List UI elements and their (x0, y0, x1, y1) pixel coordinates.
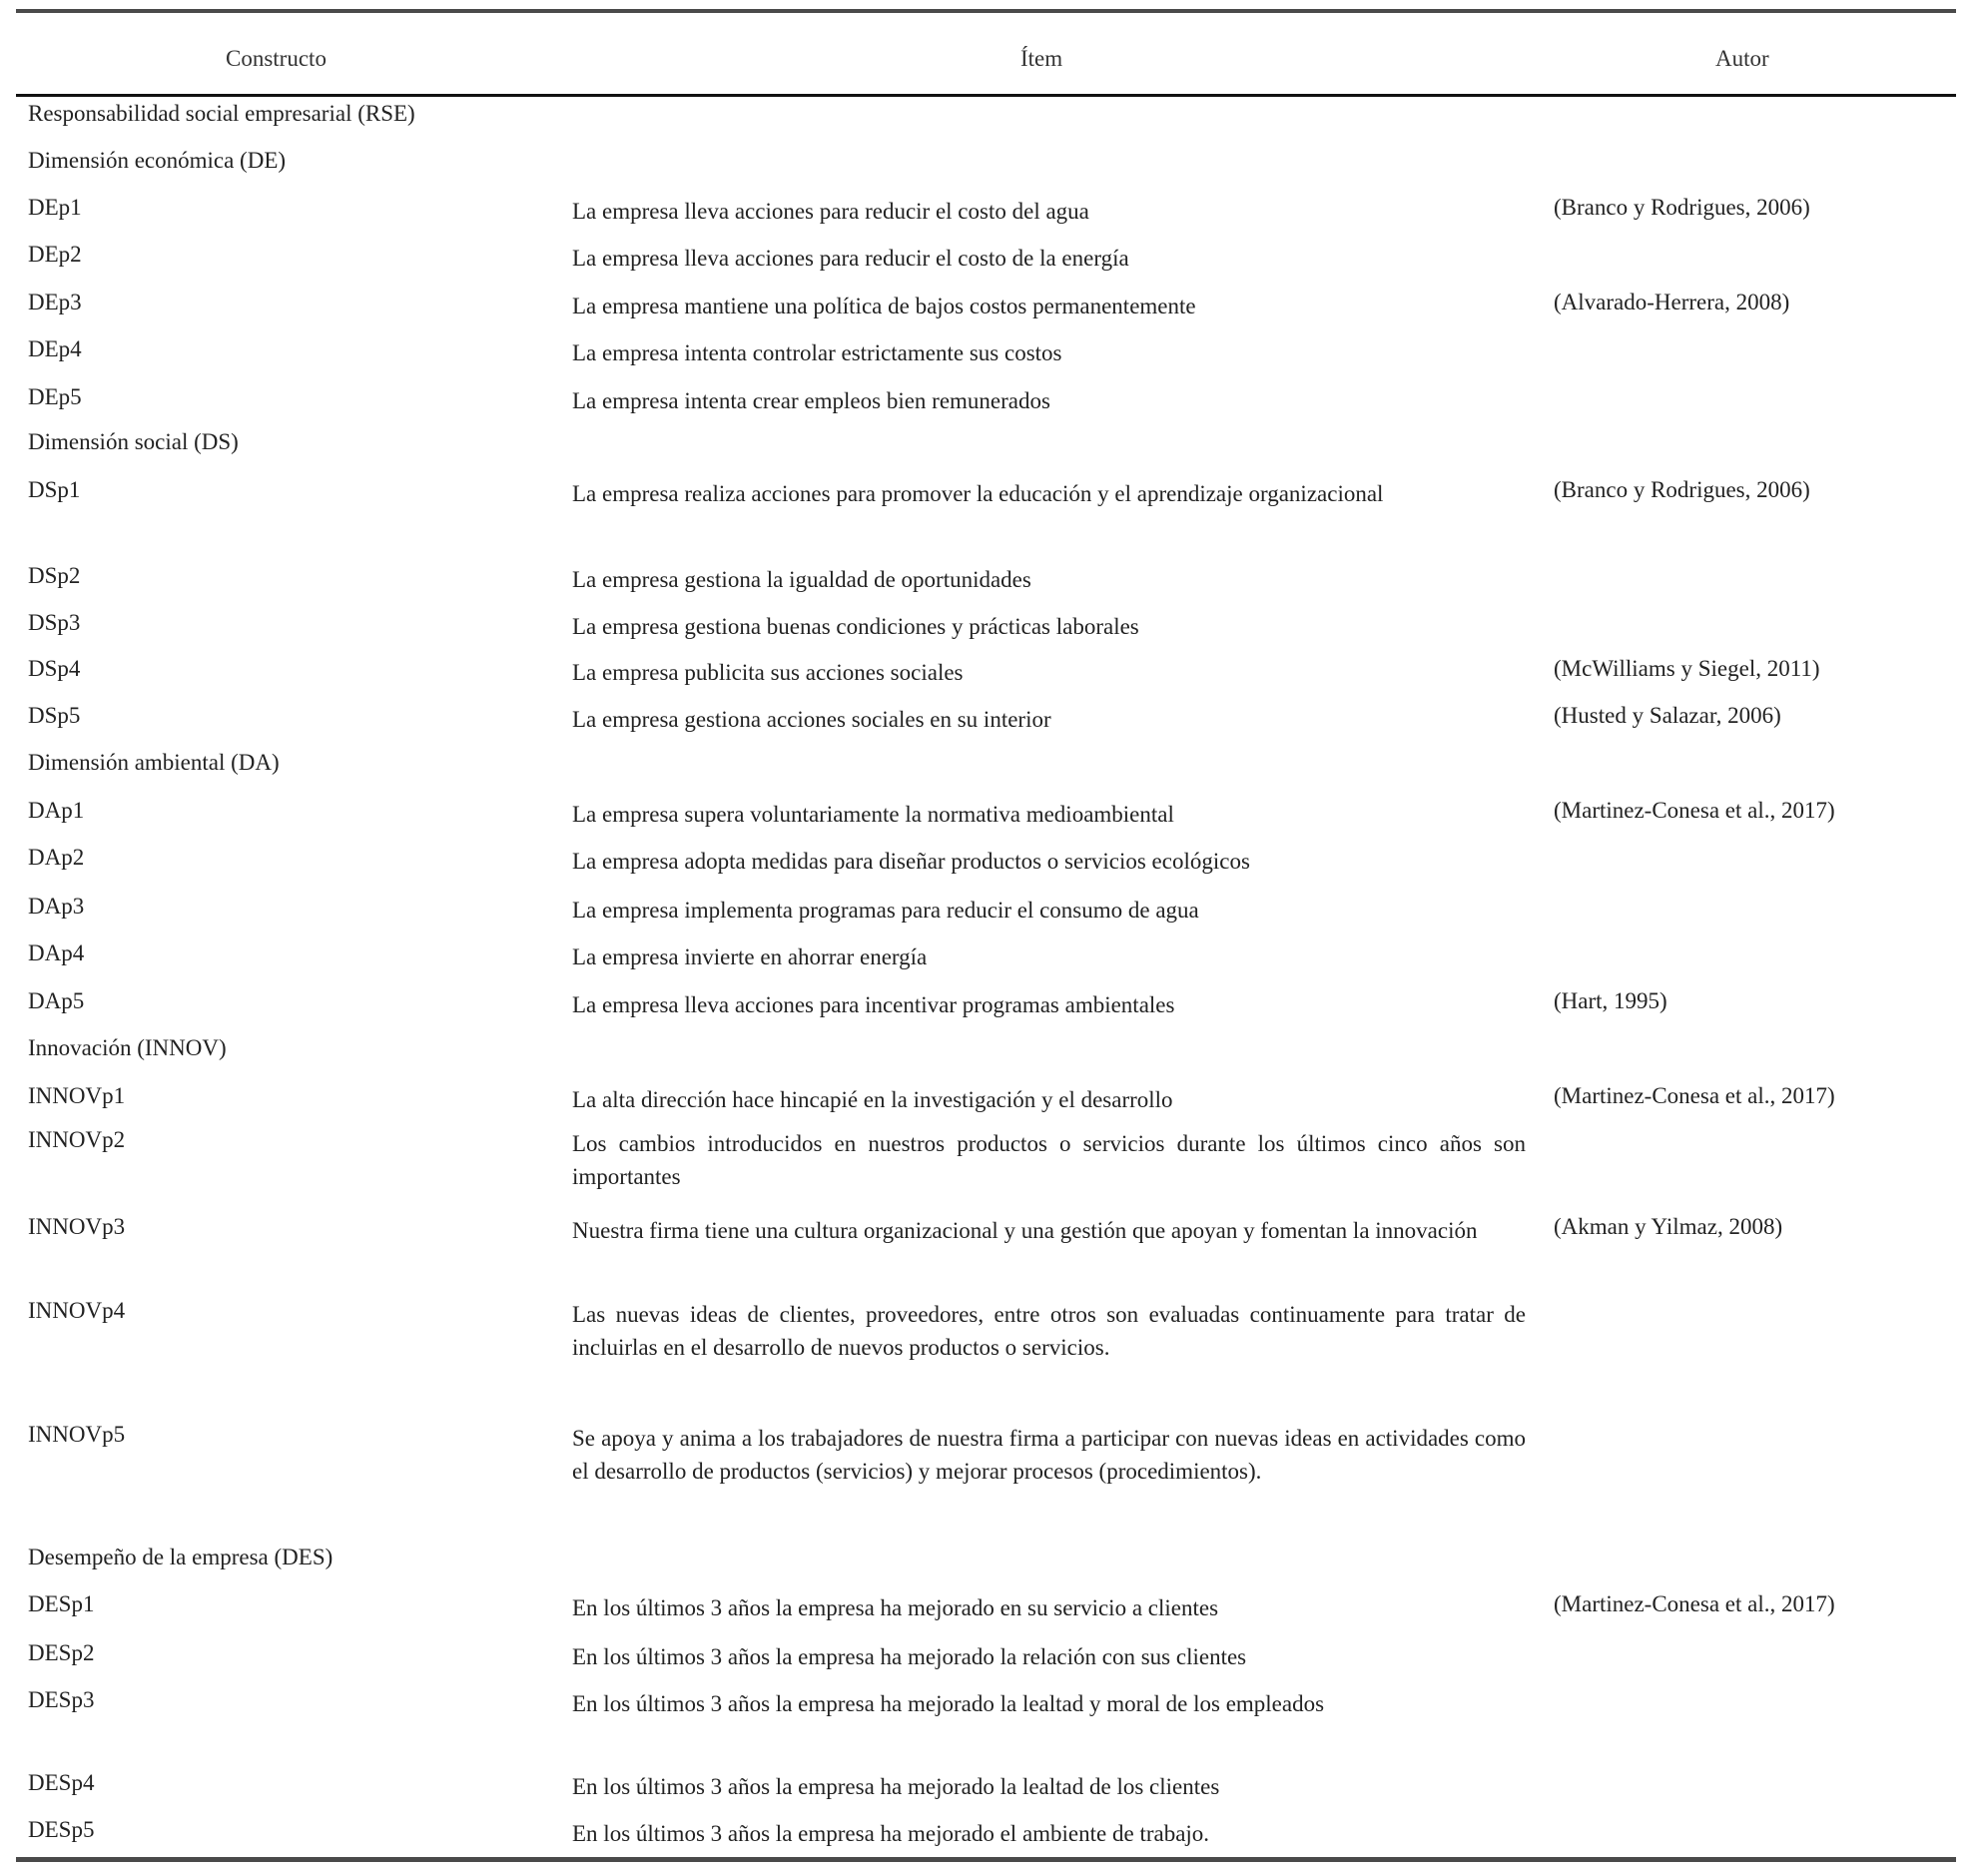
item-code: DSp3 (28, 610, 81, 635)
table-top-rule (16, 9, 1956, 13)
item-author: (Hart, 1995) (1554, 988, 1667, 1013)
item-text: En los últimos 3 años la empresa ha mejorado la lealtad de los clientes (572, 1774, 1220, 1799)
item-code: DEp1 (28, 195, 82, 220)
item-text: La empresa intenta crear empleos bien remunerados (572, 388, 1050, 413)
item-text: La empresa supera voluntariamente la normativa medioambiental (572, 802, 1174, 827)
item-text: La empresa realiza acciones para promover la educación y el aprendizaje organizacional (572, 481, 1384, 506)
item-text: La empresa gestiona buenas condiciones y prácticas laborales (572, 614, 1139, 639)
item-code: DAp5 (28, 988, 85, 1013)
item-code: DESp2 (28, 1640, 95, 1665)
item-text: La empresa mantiene una política de bajos costos permanentemente (572, 294, 1196, 318)
section-label: Dimensión social (DS) (28, 429, 239, 454)
item-code: INNOVp5 (28, 1422, 126, 1447)
item-author: (Martinez-Conesa et al., 2017) (1554, 1591, 1835, 1616)
item-code: DEp3 (28, 290, 82, 314)
table-bottom-rule (16, 1857, 1956, 1862)
item-code: DSp5 (28, 703, 81, 728)
item-code: DSp1 (28, 477, 81, 502)
section-label: Desempeño de la empresa (DES) (28, 1545, 333, 1569)
item-code: DESp4 (28, 1770, 95, 1795)
item-text: La empresa adopta medidas para diseñar productos o servicios ecológicos (572, 849, 1250, 874)
item-author: (Martinez-Conesa et al., 2017) (1554, 1083, 1835, 1108)
item-code: INNOVp1 (28, 1083, 126, 1108)
item-code: DESp1 (28, 1591, 95, 1616)
item-code: DEp2 (28, 242, 82, 267)
item-text: La alta dirección hace hincapié en la investigación y el desarrollo (572, 1087, 1173, 1112)
item-text: La empresa lleva acciones para reducir el costo de la energía (572, 246, 1129, 271)
item-code: INNOVp3 (28, 1214, 126, 1239)
item-text: La empresa publicita sus acciones sociales (572, 660, 964, 685)
item-code: DESp3 (28, 1687, 95, 1712)
item-text: La empresa intenta controlar estrictamente sus costos (572, 340, 1062, 365)
item-code: DESp5 (28, 1817, 95, 1842)
item-code: INNOVp4 (28, 1298, 126, 1323)
section-label: Responsabilidad social empresarial (RSE) (28, 101, 415, 126)
item-text: La empresa lleva acciones para incentivar programas ambientales (572, 992, 1175, 1017)
item-author: (McWilliams y Siegel, 2011) (1554, 656, 1820, 681)
item-text: Se apoya y anima a los trabajadores de nuestra firma a participar con nuevas ideas en actividades como el desarrollo de productos (servicios) y mejorar procesos (procedimientos). (572, 1426, 1526, 1484)
item-text: La empresa invierte en ahorrar energía (572, 944, 928, 969)
section-label: Dimensión económica (DE) (28, 148, 287, 173)
item-author: (Martinez-Conesa et al., 2017) (1554, 798, 1835, 823)
item-code: DAp1 (28, 798, 85, 823)
item-author: (Akman y Yilmaz, 2008) (1554, 1214, 1783, 1239)
item-text: Los cambios introducidos en nuestros productos o servicios durante los últimos cinco años son importantes (572, 1131, 1526, 1189)
item-text: La empresa gestiona la igualdad de oportunidades (572, 567, 1031, 592)
item-author: (Husted y Salazar, 2006) (1554, 703, 1781, 728)
item-code: DAp3 (28, 894, 85, 919)
header-autor: Autor (1715, 46, 1769, 71)
item-author: (Alvarado-Herrera, 2008) (1554, 290, 1790, 314)
section-label: Dimensión ambiental (DA) (28, 750, 280, 775)
header-constructo: Constructo (226, 46, 327, 71)
item-code: INNOVp2 (28, 1127, 126, 1152)
item-text: En los últimos 3 años la empresa ha mejorado en su servicio a clientes (572, 1595, 1219, 1620)
section-label: Innovación (INNOV) (28, 1035, 227, 1060)
item-text: La empresa gestiona acciones sociales en su interior (572, 707, 1051, 732)
item-code: DSp2 (28, 563, 81, 588)
item-text: En los últimos 3 años la empresa ha mejorado el ambiente de trabajo. (572, 1821, 1210, 1846)
item-author: (Branco y Rodrigues, 2006) (1554, 477, 1810, 502)
item-code: DAp4 (28, 940, 85, 965)
header-bottom-rule (16, 94, 1956, 97)
item-text: Nuestra firma tiene una cultura organizacional y una gestión que apoyan y fomentan la innovación (572, 1218, 1478, 1243)
item-code: DAp2 (28, 845, 85, 870)
item-text: Las nuevas ideas de clientes, proveedores, entre otros son evaluadas continuamente para tratar de incluirlas en el desarrollo de nuevos productos o servicios. (572, 1302, 1526, 1360)
item-code: DSp4 (28, 656, 81, 681)
item-code: DEp5 (28, 384, 82, 409)
item-text: La empresa lleva acciones para reducir el costo del agua (572, 199, 1089, 224)
item-code: DEp4 (28, 336, 82, 361)
header-item: Ítem (1020, 46, 1063, 71)
item-text: La empresa implementa programas para reducir el consumo de agua (572, 898, 1199, 923)
item-author: (Branco y Rodrigues, 2006) (1554, 195, 1810, 220)
item-text: En los últimos 3 años la empresa ha mejorado la relación con sus clientes (572, 1644, 1247, 1669)
item-text: En los últimos 3 años la empresa ha mejorado la lealtad y moral de los empleados (572, 1691, 1325, 1716)
